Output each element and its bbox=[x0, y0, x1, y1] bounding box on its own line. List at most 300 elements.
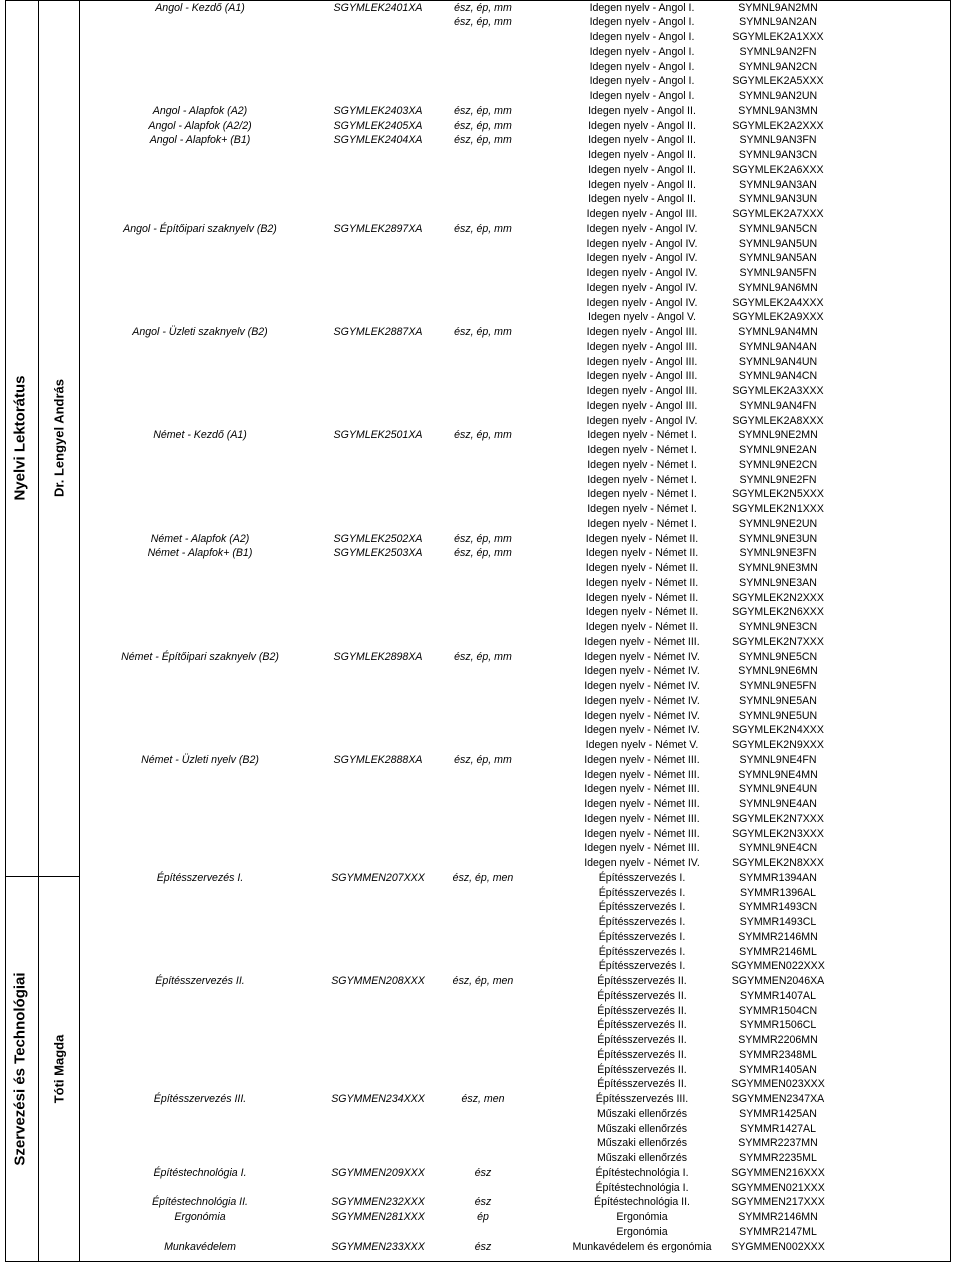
subject-code: SYMNL9NE4CN bbox=[738, 842, 818, 855]
subject-name: Építésszervezés I. bbox=[598, 886, 686, 899]
subject-code: SYMMR1394AN bbox=[739, 871, 817, 884]
subject-code: SYMNL9NE5FN bbox=[739, 680, 817, 692]
table-row bbox=[0, 192, 960, 207]
subject-name: Műszaki ellenőrzés bbox=[596, 1137, 688, 1150]
table-row bbox=[0, 709, 960, 724]
subject-name: Idegen nyelv - Német I. bbox=[587, 517, 697, 530]
table-row bbox=[0, 104, 960, 119]
table-row bbox=[0, 723, 960, 738]
subject-name: Építésszervezés II. bbox=[597, 1034, 687, 1046]
subject-name: Idegen nyelv - Német I. bbox=[587, 458, 697, 471]
course-type: ész, ép, mm bbox=[454, 532, 512, 545]
table-row bbox=[0, 753, 960, 768]
subject-code: SGYMLEK2A4XXX bbox=[732, 296, 824, 309]
course-type: ész, ép, mm bbox=[454, 134, 512, 147]
subject-name: Idegen nyelv - Német II. bbox=[585, 576, 699, 589]
course-name: Építéstechnológia I. bbox=[153, 1166, 247, 1179]
person-label-2: Tóti Magda bbox=[51, 1034, 67, 1104]
subject-code: SYMNL9NE3CN bbox=[738, 621, 818, 633]
subject-code: SGYMLEK2A9XXX bbox=[732, 311, 824, 324]
subject-code: SYMNL9AN6MN bbox=[738, 281, 818, 294]
course-name: Építésszervezés I. bbox=[156, 871, 244, 884]
subject-code: SGYMMEN217XXX bbox=[731, 1196, 825, 1209]
subject-code: SYMNL9AN3FN bbox=[739, 134, 817, 147]
department-label-1: Nyelvi Lektorátus bbox=[11, 375, 29, 501]
course-code: SGYMMEN207XXX bbox=[331, 871, 425, 884]
table-row bbox=[0, 664, 960, 679]
table-row bbox=[0, 635, 960, 650]
table-row bbox=[0, 1004, 960, 1019]
subject-name: Idegen nyelv - Német IV. bbox=[584, 857, 700, 869]
subject-name: Idegen nyelv - Német I. bbox=[587, 473, 697, 486]
subject-code: SYMNL9NE4FN bbox=[739, 753, 817, 766]
course-type: ész, ép, mm bbox=[454, 104, 512, 117]
subject-name: Idegen nyelv - Angol I. bbox=[589, 1, 695, 14]
table-row bbox=[0, 45, 960, 60]
subject-name: Idegen nyelv - Angol II. bbox=[588, 193, 696, 206]
subject-code: SYMNL9AN5FN bbox=[739, 267, 817, 279]
table-row bbox=[0, 443, 960, 458]
course-type: ész, men bbox=[461, 1093, 505, 1105]
subject-name: Ergonómia bbox=[616, 1211, 668, 1223]
course-code: SGYMLEK2897XA bbox=[333, 222, 423, 235]
subject-name: Idegen nyelv - Angol V. bbox=[588, 311, 696, 324]
subject-name: Építéstechnológia I. bbox=[595, 1166, 689, 1179]
subject-code: SGYMMEN021XXX bbox=[731, 1181, 825, 1194]
course-name: Angol - Alapfok (A2/2) bbox=[148, 119, 252, 132]
subject-code: SYMMR1405AN bbox=[739, 1063, 817, 1076]
subject-name: Idegen nyelv - Német IV. bbox=[584, 665, 700, 678]
subject-name: Idegen nyelv - Angol III. bbox=[586, 370, 698, 383]
subject-code: SGYMMEN022XXX bbox=[731, 960, 825, 973]
course-code: SGYMLEK2502XA bbox=[333, 532, 423, 545]
table-row bbox=[0, 1063, 960, 1078]
subject-code: SGYMLEK2N2XXX bbox=[732, 591, 824, 604]
subject-code: SYMMR1396AL bbox=[740, 886, 816, 899]
subject-name: Építésszervezés II. bbox=[597, 1078, 687, 1091]
table-row bbox=[0, 89, 960, 104]
subject-name: Idegen nyelv - Angol IV. bbox=[586, 222, 698, 235]
person-label-1: Dr. Lengyel András bbox=[51, 379, 67, 497]
table-row bbox=[0, 1166, 960, 1181]
table-row bbox=[0, 1077, 960, 1092]
subject-code: SYMMR1407AL bbox=[740, 989, 816, 1002]
subject-code: SYMNL9AN3CN bbox=[738, 149, 818, 161]
subject-name: Idegen nyelv - Német III. bbox=[584, 812, 700, 825]
table-row bbox=[0, 1092, 960, 1107]
subject-name: Idegen nyelv - Német II. bbox=[585, 606, 699, 619]
table-row bbox=[0, 886, 960, 901]
subject-name: Idegen nyelv - Angol IV. bbox=[586, 414, 698, 427]
table-row bbox=[0, 797, 960, 812]
subject-name: Építésszervezés II. bbox=[597, 1048, 687, 1061]
table-row bbox=[0, 1240, 960, 1255]
table-row bbox=[0, 694, 960, 709]
table-row bbox=[0, 561, 960, 576]
subject-code: SYMNL9AN2UN bbox=[738, 90, 818, 102]
subject-code: SYGMMEN002XXX bbox=[731, 1240, 825, 1253]
subject-name: Műszaki ellenőrzés bbox=[596, 1152, 688, 1164]
course-type: ész, ép, men bbox=[452, 871, 514, 884]
course-type: ép bbox=[477, 1211, 489, 1223]
subject-name: Építéstechnológia I. bbox=[595, 1181, 689, 1194]
table-row bbox=[0, 945, 960, 960]
subject-code: SYMNL9AN5CN bbox=[738, 222, 818, 235]
subject-name: Idegen nyelv - Angol III. bbox=[586, 208, 698, 220]
subject-name: Idegen nyelv - Német II. bbox=[585, 591, 699, 604]
subject-name: Idegen nyelv - Angol III. bbox=[586, 340, 698, 353]
course-name: Német - Építőipari szaknyelv (B2) bbox=[121, 650, 279, 663]
subject-name: Idegen nyelv - Angol IV. bbox=[586, 237, 698, 250]
subject-name: Idegen nyelv - Német I. bbox=[587, 503, 697, 515]
subject-name: Idegen nyelv - Angol I. bbox=[589, 75, 695, 88]
course-name: Német - Alapfok+ (B1) bbox=[147, 547, 253, 560]
subject-code: SYMNL9AN3UN bbox=[738, 193, 818, 206]
course-type: ész, ép, mm bbox=[454, 650, 512, 663]
table-row bbox=[0, 989, 960, 1004]
subject-name: Idegen nyelv - Német III. bbox=[584, 768, 700, 781]
subject-code: SGYMLEK2N8XXX bbox=[732, 857, 824, 869]
subject-name: Idegen nyelv - Angol III. bbox=[586, 355, 698, 368]
table-row bbox=[0, 576, 960, 591]
table-row bbox=[0, 1195, 960, 1210]
table-row bbox=[0, 473, 960, 488]
table-row bbox=[0, 1225, 960, 1240]
subject-name: Ergonómia bbox=[616, 1225, 668, 1238]
subject-code: SGYMLEK2A7XXX bbox=[732, 208, 824, 220]
subject-code: SYMMR2146MN bbox=[738, 930, 818, 943]
course-code: SGYMMEN281XXX bbox=[331, 1211, 425, 1223]
subject-name: Idegen nyelv - Német III. bbox=[584, 798, 700, 810]
subject-code: SYMNL9AN2CN bbox=[738, 60, 818, 73]
course-name: Német - Alapfok (A2) bbox=[150, 532, 250, 545]
subject-name: Idegen nyelv - Német III. bbox=[584, 635, 700, 648]
subject-name: Idegen nyelv - Angol II. bbox=[588, 163, 696, 176]
table-row bbox=[0, 605, 960, 620]
table-row bbox=[0, 738, 960, 753]
course-code: SGYMLEK2898XA bbox=[333, 650, 423, 663]
table-row bbox=[0, 502, 960, 517]
table-row bbox=[0, 1181, 960, 1196]
table-row bbox=[0, 266, 960, 281]
table-row bbox=[0, 679, 960, 694]
subject-name: Építésszervezés II. bbox=[597, 1019, 687, 1032]
table-row bbox=[0, 60, 960, 75]
course-type: ész, ép, mm bbox=[454, 326, 512, 338]
table-row bbox=[0, 915, 960, 930]
subject-name: Idegen nyelv - Német IV. bbox=[584, 724, 700, 737]
subject-name: Idegen nyelv - Angol II. bbox=[588, 134, 696, 147]
subject-name: Idegen nyelv - Német IV. bbox=[584, 650, 700, 663]
table-row bbox=[0, 974, 960, 989]
subject-name: Idegen nyelv - Angol II. bbox=[588, 104, 696, 117]
course-type: ész bbox=[474, 1166, 492, 1179]
subject-code: SYMNL9NE3MN bbox=[738, 562, 818, 574]
subject-name: Építésszervezés II. bbox=[597, 989, 687, 1002]
subject-code: SGYMLEK2A5XXX bbox=[732, 75, 824, 88]
subject-code: SYMNL9NE5CN bbox=[738, 650, 818, 663]
table-row bbox=[0, 369, 960, 384]
table-row bbox=[0, 30, 960, 45]
subject-name: Idegen nyelv - Német IV. bbox=[584, 680, 700, 692]
subject-code: SYMNL9NE5AN bbox=[739, 694, 817, 707]
subject-name: Építésszervezés I. bbox=[598, 901, 686, 914]
course-type: ész, ép, mm bbox=[454, 16, 512, 29]
subject-code: SYMMR2235ML bbox=[739, 1152, 817, 1164]
table-row bbox=[0, 458, 960, 473]
subject-code: SYMNL9AN5UN bbox=[738, 237, 818, 250]
table-row bbox=[0, 1107, 960, 1122]
subject-code: SYMNL9AN2MN bbox=[738, 1, 818, 14]
table-row bbox=[0, 15, 960, 30]
subject-name: Idegen nyelv - Angol I. bbox=[589, 90, 695, 102]
course-type: ész, ép, mm bbox=[454, 119, 512, 132]
subject-code: SYMNL9NE2MN bbox=[738, 429, 818, 442]
subject-code: SYMNL9AN4AN bbox=[739, 340, 817, 353]
subject-code: SYMNL9AN2FN bbox=[739, 45, 817, 58]
subject-code: SYMNL9AN3MN bbox=[738, 104, 818, 117]
subject-code: SYMNL9NE6MN bbox=[738, 665, 818, 678]
table-row bbox=[0, 487, 960, 502]
subject-name: Idegen nyelv - Angol III. bbox=[586, 385, 698, 397]
subject-code: SYMMR2147ML bbox=[739, 1225, 817, 1238]
table-row bbox=[0, 296, 960, 311]
table-row bbox=[0, 74, 960, 89]
subject-name: Építésszervezés I. bbox=[598, 930, 686, 943]
course-name: Ergonómia bbox=[174, 1211, 226, 1223]
course-type: ész, ép, men bbox=[452, 975, 514, 987]
course-code: SGYMLEK2404XA bbox=[333, 134, 423, 147]
subject-code: SYMNL9AN5AN bbox=[739, 252, 817, 265]
subject-code: SGYMLEK2N1XXX bbox=[732, 503, 824, 515]
subject-code: SGYMMEN216XXX bbox=[731, 1166, 825, 1179]
subject-name: Idegen nyelv - Angol I. bbox=[589, 31, 695, 43]
table-row bbox=[0, 1, 960, 16]
subject-name: Idegen nyelv - Német I. bbox=[587, 444, 697, 456]
subject-code: SYMNL9NE2FN bbox=[739, 473, 817, 486]
table-row bbox=[0, 355, 960, 370]
course-type: ész, ép, mm bbox=[454, 753, 512, 766]
table-row bbox=[0, 1210, 960, 1225]
course-type: ész, ép, mm bbox=[454, 1, 512, 14]
course-type: ész bbox=[474, 1240, 492, 1253]
table-row bbox=[0, 222, 960, 237]
course-name: Angol - Alapfok (A2) bbox=[152, 104, 248, 117]
course-code: SGYMMEN232XXX bbox=[331, 1196, 425, 1209]
course-name: Angol - Üzleti szaknyelv (B2) bbox=[132, 326, 268, 338]
course-name: Munkavédelem bbox=[164, 1240, 236, 1253]
table-row bbox=[0, 1136, 960, 1151]
course-code: SGYMMEN234XXX bbox=[331, 1093, 425, 1105]
subject-name: Idegen nyelv - Angol IV. bbox=[586, 267, 698, 279]
table-row bbox=[0, 163, 960, 178]
table-row bbox=[0, 340, 960, 355]
subject-code: SGYMLEK2A8XXX bbox=[732, 414, 824, 427]
subject-code: SYMNL9AN4UN bbox=[738, 355, 818, 368]
subject-code: SYMNL9NE2AN bbox=[739, 444, 817, 456]
subject-code: SYMNL9NE3UN bbox=[738, 532, 818, 545]
course-code: SGYMLEK2501XA bbox=[333, 429, 423, 442]
subject-code: SGYMLEK2N7XXX bbox=[732, 635, 824, 648]
subject-name: Építésszervezés II. bbox=[597, 1063, 687, 1076]
table-row bbox=[0, 237, 960, 252]
table-row bbox=[0, 959, 960, 974]
subject-name: Idegen nyelv - Német II. bbox=[585, 547, 699, 560]
subject-name: Idegen nyelv - Angol IV. bbox=[586, 296, 698, 309]
subject-name: Idegen nyelv - Angol IV. bbox=[586, 281, 698, 294]
subject-code: SGYMLEK2N6XXX bbox=[732, 606, 824, 619]
subject-name: Idegen nyelv - Német I. bbox=[587, 429, 697, 442]
course-code: SGYMLEK2403XA bbox=[333, 104, 423, 117]
subject-name: Idegen nyelv - Német V. bbox=[585, 739, 699, 751]
subject-name: Műszaki ellenőrzés bbox=[596, 1107, 688, 1120]
table-row bbox=[0, 827, 960, 842]
subject-code: SYMNL9NE2UN bbox=[738, 517, 818, 530]
subject-name: Építésszervezés I. bbox=[598, 960, 686, 973]
table-row bbox=[0, 546, 960, 561]
table-row bbox=[0, 650, 960, 665]
table-row bbox=[0, 178, 960, 193]
table-row bbox=[0, 384, 960, 399]
subject-code: SGYMLEK2N4XXX bbox=[732, 724, 824, 737]
subject-name: Idegen nyelv - Német III. bbox=[584, 842, 700, 855]
subject-code: SYMNL9AN3AN bbox=[739, 178, 817, 191]
subject-name: Munkavédelem és ergonómia bbox=[572, 1240, 712, 1253]
subject-code: SYMNL9NE3FN bbox=[739, 547, 817, 560]
subject-name: Idegen nyelv - Angol II. bbox=[588, 149, 696, 161]
subject-code: SYMMR2146MN bbox=[738, 1211, 818, 1223]
course-code: SGYMLEK2503XA bbox=[333, 547, 423, 560]
course-code: SGYMMEN233XXX bbox=[331, 1240, 425, 1253]
course-code: SGYMLEK2405XA bbox=[333, 119, 423, 132]
subject-code: SYMMR1425AN bbox=[739, 1107, 817, 1120]
subject-code: SGYMLEK2N3XXX bbox=[732, 827, 824, 840]
subject-code: SYMNL9AN4MN bbox=[738, 326, 818, 338]
subject-code: SYMMR1506CL bbox=[739, 1019, 817, 1032]
subject-name: Idegen nyelv - Német IV. bbox=[584, 694, 700, 707]
table-row bbox=[0, 841, 960, 856]
table-row bbox=[0, 414, 960, 429]
table-row bbox=[0, 517, 960, 532]
subject-code: SYMNL9NE4MN bbox=[738, 768, 818, 781]
subject-name: Műszaki ellenőrzés bbox=[596, 1122, 688, 1135]
subject-code: SYMMR1493CL bbox=[739, 916, 817, 928]
subject-code: SGYMLEK2A1XXX bbox=[732, 31, 824, 43]
subject-code: SGYMMEN2046XA bbox=[731, 975, 825, 987]
course-code: SGYMMEN209XXX bbox=[331, 1166, 425, 1179]
table-row bbox=[0, 782, 960, 797]
course-name: Angol - Alapfok+ (B1) bbox=[149, 134, 251, 147]
subject-code: SYMMR1427AL bbox=[740, 1122, 816, 1135]
subject-code: SGYMLEK2N9XXX bbox=[732, 739, 824, 751]
table-row bbox=[0, 768, 960, 783]
course-type: ész, ép, mm bbox=[454, 222, 512, 235]
subject-name: Idegen nyelv - Német I. bbox=[587, 488, 697, 501]
table-row bbox=[0, 856, 960, 871]
subject-code: SYMMR2348ML bbox=[739, 1048, 817, 1061]
course-name: Építésszervezés II. bbox=[155, 975, 245, 987]
table-row bbox=[0, 428, 960, 443]
subject-code: SGYMLEK2A2XXX bbox=[732, 119, 824, 132]
course-type: ész bbox=[474, 1196, 492, 1209]
course-code: SGYMLEK2401XA bbox=[333, 1, 423, 14]
subject-code: SYMMR2146ML bbox=[739, 945, 817, 958]
table-row bbox=[0, 812, 960, 827]
subject-name: Idegen nyelv - Angol III. bbox=[586, 326, 698, 338]
subject-name: Idegen nyelv - Angol II. bbox=[588, 119, 696, 132]
subject-name: Idegen nyelv - Angol IV. bbox=[586, 252, 698, 265]
subject-code: SYMMR2237MN bbox=[738, 1137, 818, 1150]
course-name: Angol - Kezdő (A1) bbox=[155, 1, 245, 14]
subject-name: Építésszervezés II. bbox=[597, 975, 687, 987]
subject-code: SGYMMEN2347XA bbox=[731, 1093, 825, 1105]
table-row bbox=[0, 1122, 960, 1137]
subject-name: Idegen nyelv - Angol I. bbox=[589, 45, 695, 58]
course-code: SGYMLEK2888XA bbox=[333, 753, 423, 766]
subject-name: Építésszervezés I. bbox=[598, 945, 686, 958]
table-row bbox=[0, 1033, 960, 1048]
subject-code: SYMNL9AN2AN bbox=[739, 16, 817, 29]
subject-name: Építésszervezés II. bbox=[597, 1004, 687, 1017]
table-row bbox=[0, 1018, 960, 1033]
table-row bbox=[0, 399, 960, 414]
table-row bbox=[0, 281, 960, 296]
subject-name: Idegen nyelv - Német III. bbox=[584, 753, 700, 766]
table-row bbox=[0, 325, 960, 340]
table-row bbox=[0, 119, 960, 134]
table-row bbox=[0, 310, 960, 325]
department-label-2: Szervezési és Technológiai bbox=[11, 972, 29, 1166]
table-row bbox=[0, 871, 960, 886]
subject-name: Idegen nyelv - Német II. bbox=[585, 532, 699, 545]
table-row bbox=[0, 207, 960, 222]
course-name: Építéstechnológia II. bbox=[152, 1196, 248, 1209]
subject-code: SYMNL9NE3AN bbox=[739, 576, 817, 589]
subject-code: SYMMR1504CN bbox=[738, 1004, 818, 1017]
table-row bbox=[0, 532, 960, 547]
subject-name: Idegen nyelv - Angol I. bbox=[589, 16, 695, 29]
subject-code: SYMNL9NE5UN bbox=[738, 709, 818, 722]
subject-code: SGYMMEN023XXX bbox=[731, 1078, 825, 1091]
subject-name: Idegen nyelv - Angol III. bbox=[586, 399, 698, 412]
subject-code: SYMNL9AN4FN bbox=[739, 399, 817, 412]
course-code: SGYMLEK2887XA bbox=[333, 326, 423, 338]
subject-code: SGYMLEK2N5XXX bbox=[732, 488, 824, 501]
subject-name: Idegen nyelv - Német II. bbox=[585, 621, 699, 633]
subject-code: SGYMLEK2N7XXX bbox=[732, 812, 824, 825]
course-name: Angol - Építőipari szaknyelv (B2) bbox=[123, 222, 277, 235]
table-row bbox=[0, 133, 960, 148]
subject-code: SYMNL9AN4CN bbox=[738, 370, 818, 383]
table-row bbox=[0, 1151, 960, 1166]
subject-name: Építésszervezés I. bbox=[598, 916, 686, 928]
table-row bbox=[0, 900, 960, 915]
table-row bbox=[0, 930, 960, 945]
table-row bbox=[0, 1048, 960, 1063]
subject-code: SGYMLEK2A3XXX bbox=[732, 385, 824, 397]
course-code: SGYMMEN208XXX bbox=[331, 975, 425, 987]
subject-name: Építésszervezés III. bbox=[595, 1093, 689, 1105]
subject-name: Építéstechnológia II. bbox=[594, 1196, 690, 1209]
subject-name: Idegen nyelv - Angol II. bbox=[588, 178, 696, 191]
subject-code: SGYMLEK2A6XXX bbox=[732, 163, 824, 176]
subject-name: Építésszervezés I. bbox=[598, 871, 686, 884]
subject-name: Idegen nyelv - Német III. bbox=[584, 783, 700, 796]
subject-code: SYMMR2206MN bbox=[738, 1034, 818, 1046]
table-row bbox=[0, 591, 960, 606]
course-name: Építésszervezés III. bbox=[153, 1093, 247, 1105]
subject-name: Idegen nyelv - Német III. bbox=[584, 827, 700, 840]
